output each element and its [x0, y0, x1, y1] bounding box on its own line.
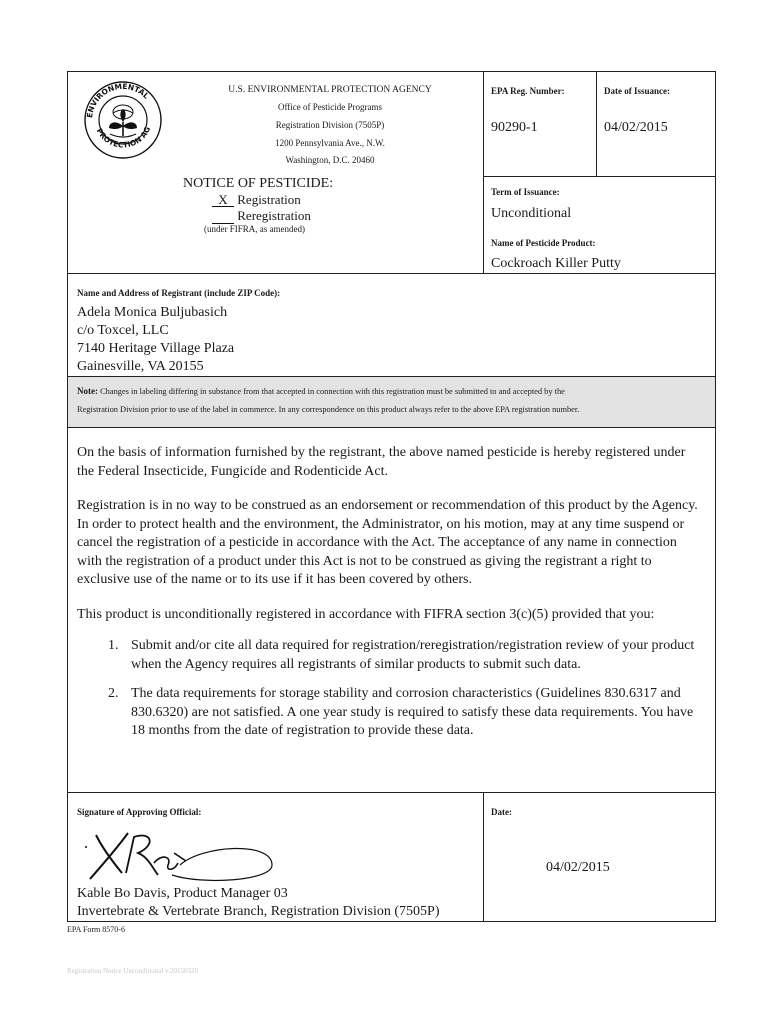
- divider: [596, 72, 597, 176]
- term-label: Term of Issuance:: [491, 187, 560, 197]
- divider: [483, 793, 484, 921]
- registration-checkbox: X: [212, 193, 234, 207]
- product-name-label: Name of Pesticide Product:: [491, 238, 596, 248]
- issuance-date-value: 04/02/2015: [604, 120, 668, 135]
- divider: [483, 72, 484, 274]
- divider: [68, 427, 715, 428]
- divider: [68, 273, 715, 274]
- agency-name: U.S. ENVIRONMENTAL PROTECTION AGENCY: [228, 85, 432, 95]
- item-text: The data requirements for storage stability and corrosion characteristics (Guidelines 830.6317 and 830.6320) are not satisfied. A one year study is required to satisfy these data requirements. You have 18 months from the date of registration to provide these data.: [131, 686, 694, 738]
- endorsement-disclaimer: Registration is in no way to be construed as an endorsement or recommendation of this product by the Agency. In order to protect health and the environment, the Administrator, on his motion, may at any time suspend or cancel the registration of a pesticide in accordance with the Act. The acceptance of any name in connection with the registration of a product under this Act is not to be construed as giving the registrant a right to exclusive use of the name or to its use if it has been covered by others.: [77, 498, 698, 587]
- registration-option: [212, 192, 301, 208]
- note-text-1: Changes in labeling differing in substance from that accepted in connection with this registration must be submitted to and accepted by the: [100, 387, 565, 396]
- registration-statement: On the basis of information furnished by the registrant, the above named pesticide is hereby registered under the Federal Insecticide, Fungicide and Rodenticide Act.: [77, 445, 686, 479]
- product-name-value: Cockroach Killer Putty: [491, 256, 621, 271]
- reg-number-value: 90290-1: [491, 120, 538, 135]
- item-number: 2.: [108, 686, 119, 701]
- registrant-label: Name and Address of Registrant (include ZIP Code):: [77, 288, 281, 298]
- divider: [68, 376, 715, 377]
- agency-office: Office of Pesticide Programs: [277, 102, 383, 112]
- main-body: [77, 444, 705, 752]
- list-item: [77, 685, 705, 741]
- reg-number-label: EPA Reg. Number:: [491, 86, 565, 96]
- svg-text:ENVIRONMENTAL: ENVIRONMENTAL: [85, 81, 151, 119]
- handwritten-signature: [82, 823, 277, 887]
- agency-city: Washington, D.C. 20460: [285, 155, 375, 165]
- registrant-company: c/o Toxcel, LLC: [77, 323, 169, 338]
- agency-division: Registration Division (7505P): [275, 120, 385, 130]
- item-text: Submit and/or cite all data required for registration/reregistration/registration review of your product when the Agency requires all registrants of similar products to submit such data.: [131, 638, 695, 672]
- list-item: [77, 637, 705, 674]
- divider: [484, 176, 715, 177]
- sign-date-label: Date:: [491, 807, 512, 817]
- official-branch: Invertebrate & Vertebrate Branch, Registration Division (7505P): [77, 904, 440, 919]
- note-line-2: Registration Division prior to use of the label in commerce. In any correspondence on this product always refer to the above EPA registration number.: [77, 405, 580, 414]
- note-band: [68, 377, 715, 427]
- fifra-note: (under FIFRA, as amended): [204, 224, 305, 234]
- note-label: Note:: [77, 386, 98, 396]
- registrant-name: Adela Monica Buljubasich: [77, 305, 228, 320]
- reregistration-label: Reregistration: [237, 208, 311, 223]
- term-value: Unconditional: [491, 206, 572, 221]
- conditions-intro: This product is unconditionally registered in accordance with FIFRA section 3(c)(5) provided that you:: [77, 606, 655, 622]
- registration-label: Registration: [237, 192, 301, 207]
- form-id: EPA Form 8570-6: [67, 925, 125, 934]
- conditions-list: [77, 637, 705, 741]
- notice-title: NOTICE OF PESTICIDE:: [183, 176, 334, 191]
- note-line-1: [77, 386, 565, 396]
- registrant-city: Gainesville, VA 20155: [77, 359, 204, 374]
- epa-seal-logo: [83, 80, 163, 160]
- issuance-date-label: Date of Issuance:: [604, 86, 670, 96]
- reregistration-option: [212, 208, 311, 224]
- item-number: 1.: [108, 638, 119, 653]
- official-name: Kable Bo Davis, Product Manager 03: [77, 886, 288, 901]
- reregistration-checkbox: [212, 210, 234, 224]
- registrant-street: 7140 Heritage Village Plaza: [77, 341, 235, 356]
- divider: [68, 792, 715, 793]
- signature-label: Signature of Approving Official:: [77, 807, 202, 817]
- sign-date-value: 04/02/2015: [546, 860, 610, 875]
- agency-street: 1200 Pennsylvania Ave., N.W.: [275, 138, 385, 148]
- footer-watermark: Registration Notice Unconditional v.20150320: [67, 967, 198, 975]
- svg-text:PROTECTION AGENCY: PROTECTION AG: [94, 125, 153, 150]
